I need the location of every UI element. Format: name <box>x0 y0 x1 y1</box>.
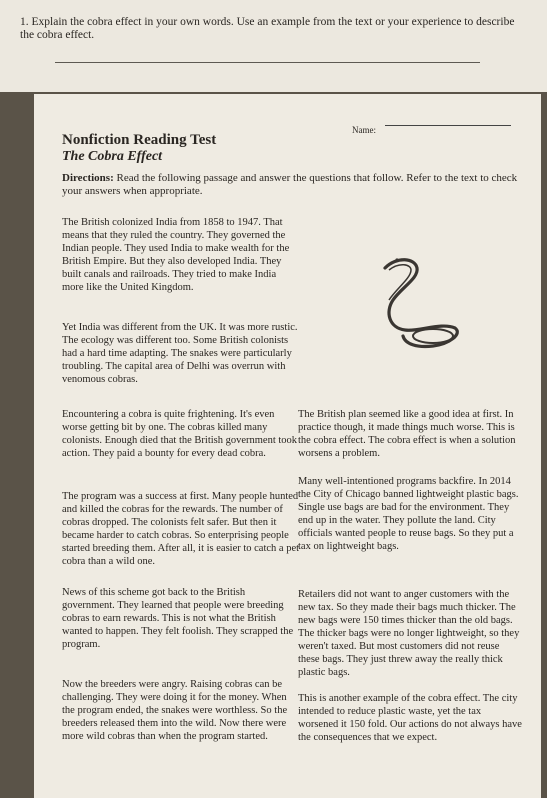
directions-text: Read the following passage and answer the questions that follow. Refer to the text to check your answers when appropriate. <box>62 172 518 197</box>
left-paragraph-6: Now the breeders were angry. Raising cobras can be challenging. They were doing it for the money. When the program ended, the snakes were worthless. So the breeders released them into the wild. Now there were more wild cobras than when the program started. <box>62 679 288 742</box>
cobra-illustration <box>345 248 460 363</box>
question-1: 1. Explain the cobra effect in your own words. Use an example from the text or your experience to describe the cobra effect. <box>20 16 515 41</box>
right-paragraph-1: The British plan seemed like a good idea at first. In practice though, it made things much worse. This is the cobra effect. The cobra effect is when a solution worsens a problem. <box>298 409 516 459</box>
left-paragraph-3: Encountering a cobra is quite frightening. It's even worse getting bit by one. The cobras killed many colonists. Enough died that the British government took action. They paid a bounty for every dead cobra. <box>62 409 298 459</box>
worksheet-top-page <box>0 0 547 92</box>
right-paragraph-3: Retailers did not want to anger customers with the new tax. So they made their bags much thicker. The new bags were 150 times thicker than the old bags. The thicker bags were no longer lightweight, so they weren't taxed. But most customers did not reuse these bags. They just threw away the really thick plastic bags. <box>298 589 520 678</box>
directions-label: Directions: <box>62 172 114 184</box>
right-paragraph-2: Many well-intentioned programs backfire. In 2014 the City of Chicago banned lightweight plastic bags. Single use bags are bad for the environment. They end up in the water. They pollute the land. City officials wanted people to reuse bags. So they put a tax on lightweight bags. <box>298 476 519 552</box>
left-paragraph-4: The program was a success at first. Many people hunted and killed the cobras for the rewards. The number of cobras dropped. The colonists felt safer. But then it became harder to catch cobras. So enterprising people started breeding them. After all, it is easier to catch a pet cobra than a wild one. <box>62 491 300 567</box>
page-title: Nonfiction Reading Test <box>62 132 217 148</box>
answer-line <box>55 62 480 63</box>
passage-title: The Cobra Effect <box>62 149 163 164</box>
right-paragraph-4: This is another example of the cobra effect. The city intended to reduce plastic waste, yet the tax worsened it 150 fold. Our actions do not always have the consequences that we expect. <box>298 693 522 743</box>
name-blank-line <box>385 125 511 126</box>
directions <box>62 172 518 197</box>
left-paragraph-1: The British colonized India from 1858 to 1947. That means that they ruled the country. They governed the Indian people. They used India to make wealth for the British Empire. But they also developed India. They built canals and railroads. They tried to make India more like the United Kingdom. <box>62 217 290 293</box>
left-paragraph-5: News of this scheme got back to the British government. They learned that people were breeding cobras to earn rewards. This is not what the British wanted to happen. They felt foolish. They scrapped the program. <box>62 587 294 650</box>
left-paragraph-2: Yet India was different from the UK. It was more rustic. The ecology was different too. Some British colonists had a hard time adapting. The snakes were particularly troubling. The capital area of Delhi was overrun with venomous cobras. <box>62 322 298 385</box>
name-label: Name: <box>352 125 376 135</box>
